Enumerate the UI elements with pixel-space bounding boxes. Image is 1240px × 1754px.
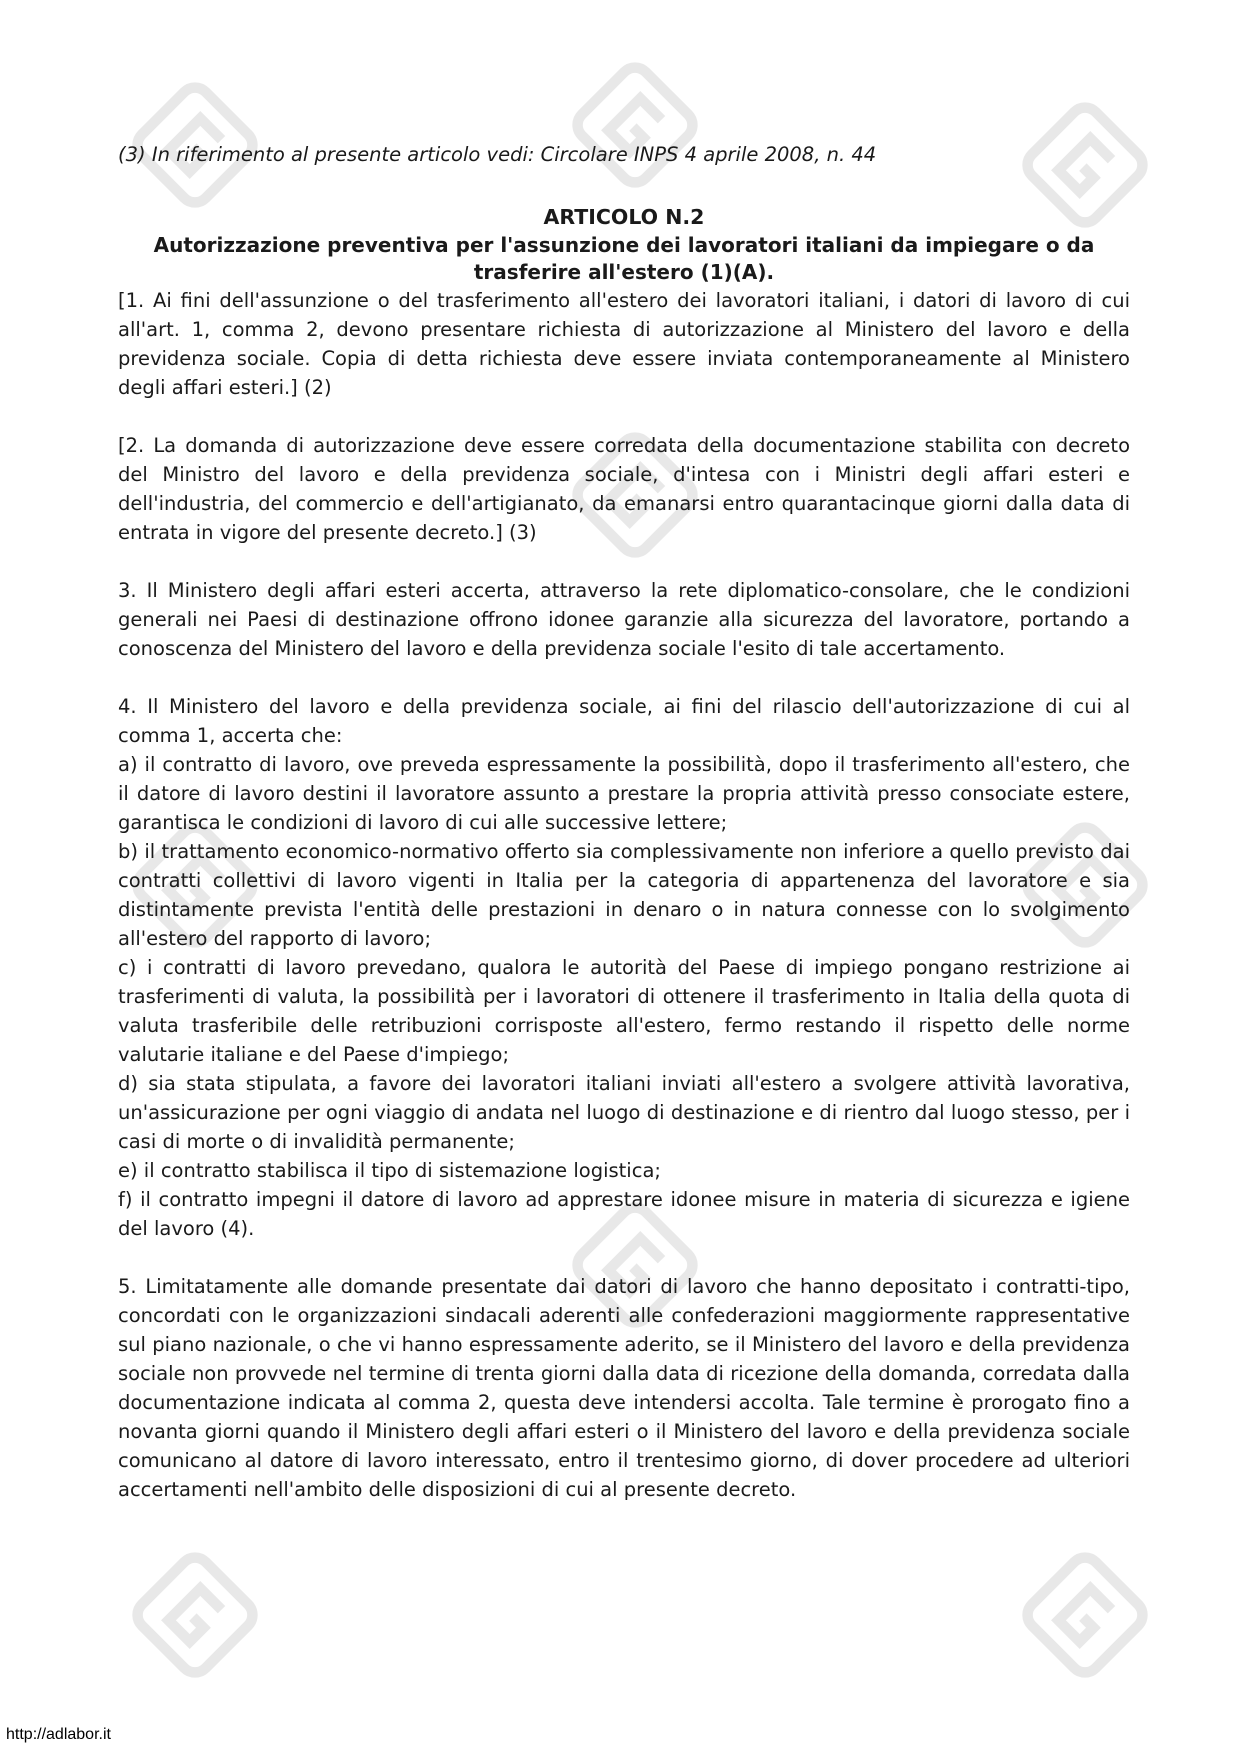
article-heading [118,197,1130,232]
list-item-e: e) il contratto stabilisca il tipo di sistemazione logistica; [118,1159,661,1182]
watermark-logo-icon [1010,1540,1160,1690]
paragraph-1: [1. Ai fini dell'assunzione o del trasferimento all'estero dei lavoratori italiani, i datori di lavoro di cui all'art. 1, comma 2, devono presentare richiesta di autorizzazione al Ministero del lavoro e della previdenza sociale. Copia di detta richiesta deve essere inviata contemporaneamente al Ministero degli affari esteri.] (2) [118,289,1130,399]
list-item-c: c) i contratti di lavoro prevedano, qualora le autorità del Paese di impiego pongano restrizione ai trasferimenti di valuta, la possibilità per i lavoratori di ottenere il trasferimento in Italia della quota di valuta trasferibile delle retribuzioni corrisposte all'estero, fermo restando il rispetto delle norme valutarie italiane e del Paese d'impiego; [118,956,1130,1066]
footer-site-url[interactable]: http://adlabor.it [6,1726,111,1743]
paragraph-5: 5. Limitatamente alle domande presentate dai datori di lavoro che hanno depositato i contratti-tipo, concordati con le organizzazioni sindacali aderenti alle confederazioni maggiormente rappresentative sul piano nazionale, o che vi hanno espressamente aderito, se il Ministero del lavoro e della previdenza sociale non provvede nel termine di trenta giorni dalla data di ricezione della domanda, corredata dalla documentazione indicata al comma 2, questa deve intendersi accolta. Tale termine è prorogato fino a novanta giorni quando il Ministero degli affari esteri o il Ministero del lavoro e della previdenza sociale comunicano al datore di lavoro interessato, entro il trentesimo giorno, di dover procedere ad ulteriori accertamenti nell'ambito delle disposizioni di cui al presente decreto. [118,1275,1130,1501]
list-item-b: b) il trattamento economico-normativo offerto sia complessivamente non inferiore a quello previsto dai contratti collettivi di lavoro vigenti in Italia per la categoria di appartenenza del lavoratore e sia distintamente prevista l'entità delle prestazioni in denaro o in natura connesse con lo svolgimento all'estero del rapporto di lavoro; [118,840,1130,950]
document-body [118,140,1130,1533]
paragraph-4-intro: 4. Il Ministero del lavoro e della previdenza sociale, ai fini del rilascio dell'autorizzazione di cui al comma 1, accerta che: [118,695,1130,747]
list-item-a: a) il contratto di lavoro, ove preveda espressamente la possibilità, dopo il trasferimento all'estero, che il datore di lavoro destini il lavoratore assunto a prestare la propria attività presso consociate estere, garantisca le condizioni di lavoro di cui alle successive lettere; [118,753,1130,834]
article-title: Autorizzazione preventiva per l'assunzione dei lavoratori italiani da impiegare o da trasferire all'estero (1)(A). [153,233,1095,284]
paragraph-2: [2. La domanda di autorizzazione deve essere corredata della documentazione stabilita con decreto del Ministro del lavoro e della previdenza sociale, d'intesa con i Ministri degli affari esteri e dell'industria, del commercio e dell'artigianato, da emanarsi entro quarantacinque giorni dalla data di entrata in vigore del presente decreto.] (3) [118,434,1130,544]
article-number: ARTICOLO N.2 [543,205,705,229]
list-item-f: f) il contratto impegni il datore di lavoro ad apprestare idonee misure in materia di sicurezza e igiene del lavoro (4). [118,1188,1130,1240]
watermark-logo-icon [120,1540,270,1690]
paragraph-3: 3. Il Ministero degli affari esteri accerta, attraverso la rete diplomatico-consolare, che le condizioni generali nei Paesi di destinazione offrono idonee garanzie alla sicurezza del lavoratore, portando a conoscenza del Ministero del lavoro e della previdenza sociale l'esito di tale accertamento. [118,579,1130,660]
footnote-reference: (3) In riferimento al presente articolo vedi: Circolare INPS 4 aprile 2008, n. 44 [118,143,877,166]
list-item-d: d) sia stata stipulata, a favore dei lavoratori italiani inviati all'estero a svolgere attività lavorativa, un'assicurazione per ogni viaggio di andata nel luogo di destinazione e di rientro dal luogo stesso, per i casi di morte o di invalidità permanente; [118,1072,1130,1153]
